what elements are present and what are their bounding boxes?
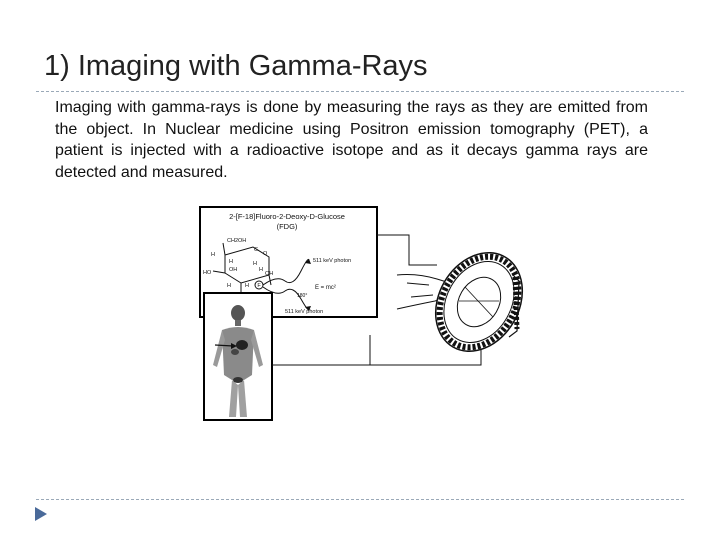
atom-f: F — [257, 283, 261, 289]
atom-h4: H — [259, 267, 263, 273]
photon-label-top: 511 keV photon — [313, 258, 352, 264]
atom-oh1: OH — [229, 267, 238, 273]
atom-oh2: OH — [265, 271, 274, 277]
pet-scanner-ring — [418, 237, 527, 367]
atom-o: O — [263, 251, 268, 257]
fdg-title-line1: 2-[F-18]Fluoro-2-Deoxy-D-Glucose — [229, 212, 345, 221]
pet-diagram — [197, 205, 527, 425]
atom-h6: H — [227, 283, 231, 289]
atom-ch2oh: CH2OH — [227, 238, 247, 244]
top-divider — [36, 91, 684, 92]
photon-label-bottom: 511 keV photon — [285, 309, 324, 315]
atom-h1: H — [211, 252, 215, 258]
atom-ho: HO — [203, 270, 212, 276]
body-paragraph: Imaging with gamma-rays is done by measuring the rays as they are emitted from the object. In Nuclear medicine using Positron emission tomography (PET), a patient is injected with a radioactive isotope and as it decays gamma rays are detected and measured. — [55, 99, 648, 181]
bottom-divider — [36, 499, 684, 500]
panel-to-scanner-line — [377, 235, 437, 265]
atom-c: C — [254, 247, 258, 253]
fdg-title-line2: (FDG) — [276, 222, 298, 231]
slide-title: 1) Imaging with Gamma-Rays — [44, 50, 428, 82]
atom-h2: H — [229, 259, 233, 265]
atom-h3: H — [253, 261, 257, 267]
energy-equation: E = mc² — [315, 285, 336, 291]
atom-h5: H — [245, 283, 249, 289]
angle-label: 180° — [297, 293, 308, 299]
triangle-bullet-icon — [34, 506, 48, 522]
